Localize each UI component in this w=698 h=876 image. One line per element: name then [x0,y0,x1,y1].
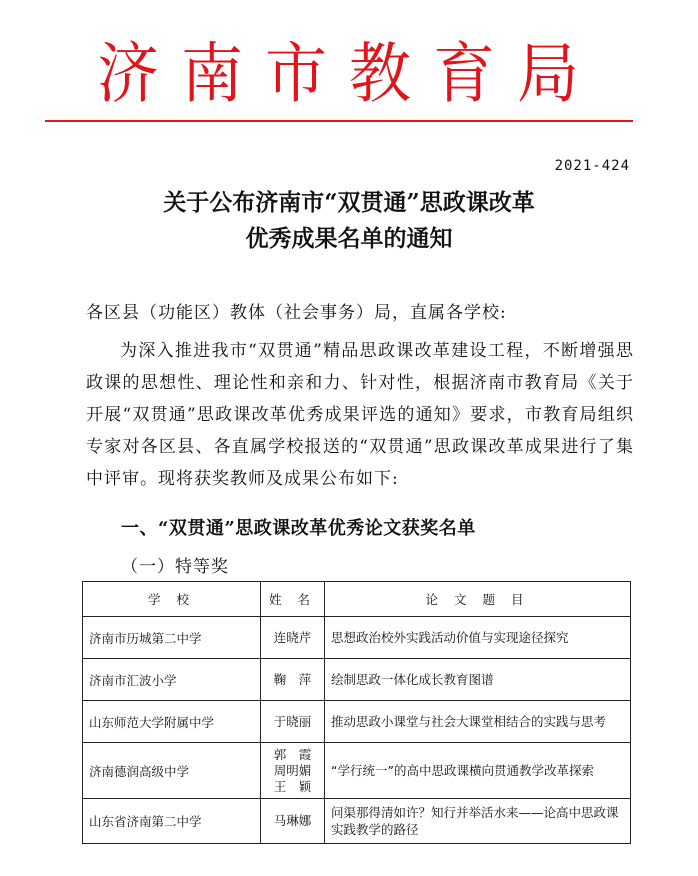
name-cell [261,799,325,844]
school-cell: 济南德润高级中学 [83,743,261,799]
teacher-name: 于晓丽 [273,713,312,729]
table-row [83,799,631,844]
teacher-name: 连晓芹 [273,629,312,645]
name-cell [261,659,325,701]
paper-title-cell: “学行统一”的高中思政课横向贯通教学改革探索 [325,743,631,799]
body-paragraph: 为深入推进我市“双贯通”精品思政课改革建设工程，不断增强思政课的思想性、理论性和亲和力、针对性，根据济南市教育局《关于开展“双贯通”思政课改革优秀成果评选的通知》要求，市教育局组织专家对各区县、各直属学校报送的“双贯通”思政课改革成果进行了集中评审。现将获奖教师及成果公布如下: [86,341,634,489]
subsection-heading: （一）特等奖 [121,557,229,577]
paper-title-cell: 绘制思政一体化成长教育图谱 [325,659,631,701]
name-cell [261,743,325,799]
section-heading: 一、“双贯通”思政课改革优秀论文获奖名单 [121,518,476,539]
award-table [82,581,631,844]
header-school: 学 校 [83,582,261,617]
table-row [83,743,631,799]
name-cell [261,617,325,659]
paper-title-cell: 推动思政小课堂与社会大课堂相结合的实践与思考 [325,701,631,743]
header-paper-title: 论 文 题 目 [325,582,631,617]
teacher-name: 王 颖 [273,778,312,794]
teacher-name: 鞠 萍 [273,671,312,687]
table-header-row [83,582,631,617]
salutation: 各区县（功能区）教体（社会事务）局，直属各学校: [86,303,507,323]
notice-title-line-1: 关于公布济南市“双贯通”思政课改革 [163,189,535,216]
school-cell: 济南市历城第二中学 [83,617,261,659]
school-cell: 山东师范大学附属中学 [83,701,261,743]
header-name: 姓 名 [261,582,325,617]
paper-title-cell: 问渠那得清如许？知行并举活水来——论高中思政课实践教学的路径 [325,799,631,844]
table-row [83,617,631,659]
table-row [83,701,631,743]
document-number: 2021-424 [554,158,630,174]
table-row [83,659,631,701]
teacher-name: 周明媚 [273,762,312,778]
teacher-name: 马琳娜 [273,813,312,828]
red-header-rule [45,120,633,122]
school-cell: 济南市汇波小学 [83,659,261,701]
issuing-authority-title: 济南市教育局 [96,35,601,112]
paper-title-cell: 思想政治校外实践活动价值与实现途径探究 [325,617,631,659]
school-cell: 山东省济南第二中学 [83,799,261,844]
name-cell [261,701,325,743]
teacher-name: 郭 霞 [273,746,312,762]
notice-title-line-2: 优秀成果名单的通知 [245,225,453,252]
